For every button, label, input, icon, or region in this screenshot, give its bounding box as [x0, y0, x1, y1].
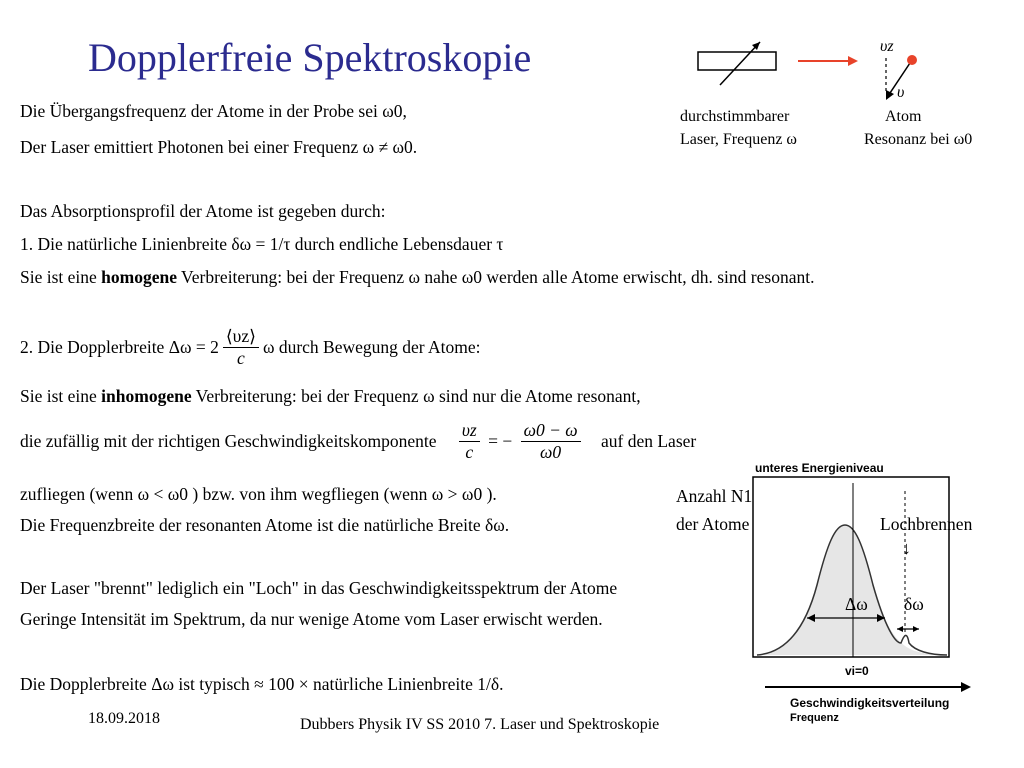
plot-xlabel-1: Geschwindigkeitsverteilung: [790, 696, 950, 710]
plot-v0-label: vi=0: [845, 664, 869, 678]
laser-label-1: durchstimmbarer: [680, 108, 790, 125]
plot-der-atome: der Atome: [676, 514, 750, 534]
emphasis-inhomogene: inhomogene: [101, 386, 192, 406]
fraction-denominator: ω0: [540, 442, 562, 462]
anzahl-text: Anzahl N1: [676, 486, 753, 506]
text-line-10: Die Frequenzbreite der resonanten Atome ist die natürliche Breite δω.: [20, 515, 510, 535]
fraction-omega: [521, 420, 581, 463]
text-line-3: Das Absorptionsprofil der Atome ist gegeben durch:: [20, 201, 386, 221]
text-line-6: [20, 326, 481, 369]
emphasis-homogene: homogene: [101, 267, 177, 287]
text-line-11: Der Laser "brennt" lediglich ein "Loch" in das Geschwindigkeitsspektrum der Atome: [20, 578, 618, 598]
hole-burning-plot: [735, 455, 985, 730]
fraction-numerator: ω0 − ω: [521, 420, 581, 442]
footer-date: 18.09.2018: [88, 710, 160, 727]
fraction-denominator: c: [465, 442, 474, 462]
fraction-denominator: c: [237, 348, 245, 368]
text-line-9: zufliegen (wenn ω < ω0 ) bzw. von ihm wegfliegen (wenn ω > ω0 ).: [20, 484, 497, 504]
text-line-13: Die Dopplerbreite Δω ist typisch ≈ 100 × natürliche Linienbreite 1/δ.: [20, 674, 504, 694]
fraction-numerator: ⟨υz⟩: [223, 326, 259, 348]
fraction-vz-c: [223, 326, 259, 369]
text-segment: Sie ist eine: [20, 386, 102, 406]
atom-label-1: Atom: [885, 108, 922, 125]
footer-course: Dubbers Physik IV SS 2010 7. Laser und Spektroskopie: [300, 716, 660, 733]
down-arrow-icon: ↓: [902, 538, 911, 558]
plot-header: unteres Energieniveau: [755, 461, 884, 475]
text-segment: Verbreiterung: bei der Frequenz ω sind nur die Atome resonant,: [191, 386, 641, 406]
text-segment: die zufällig mit der richtigen Geschwindigkeitskomponente: [20, 431, 437, 451]
text-segment: ω durch Bewegung der Atome:: [262, 337, 481, 357]
text-line-2: Der Laser emittiert Photonen bei einer Frequenz ω ≠ ω0.: [20, 137, 418, 157]
text-line-12: Geringe Intensität im Spektrum, da nur wenige Atome vom Laser erwischt werden.: [20, 609, 603, 629]
text-segment: Sie ist eine: [20, 267, 102, 287]
fraction-vz-over-c: [459, 420, 480, 463]
equals-minus: = −: [488, 431, 513, 451]
atom-label-2: Resonanz bei ω0: [864, 131, 973, 148]
text-line-4: 1. Die natürliche Linienbreite δω = 1/τ durch endliche Lebensdauer τ: [20, 234, 504, 254]
atom-dot: [907, 55, 917, 65]
plot-delta-big: Δω: [845, 594, 868, 614]
text-line-8: [20, 420, 696, 463]
plot-lochbrennen: Lochbrennen: [880, 514, 973, 534]
text-line-1: Die Übergangsfrequenz der Atome in der Probe sei ω0,: [20, 101, 407, 121]
v-label: υ: [897, 84, 905, 101]
tunable-arrow: [720, 42, 760, 85]
vz-label: υz: [880, 38, 894, 55]
text-segment: Verbreiterung: bei der Frequenz ω nahe ω0 werden alle Atome erwischt, dh. sind resonant.: [177, 267, 815, 287]
text-line-5: [20, 267, 814, 288]
fraction-numerator: υz: [459, 420, 480, 442]
plot-anzahl-label: [676, 486, 752, 507]
text-line-7: [20, 386, 641, 407]
plot-delta-small: δω: [904, 594, 924, 614]
text-segment: auf den Laser: [601, 431, 697, 451]
text-segment: 2. Die Dopplerbreite Δω = 2: [20, 337, 219, 357]
laser-label-2: Laser, Frequenz ω: [680, 131, 797, 148]
plot-xlabel-2: Frequenz: [790, 712, 839, 724]
page-title: Dopplerfreie Spektroskopie: [88, 35, 532, 80]
